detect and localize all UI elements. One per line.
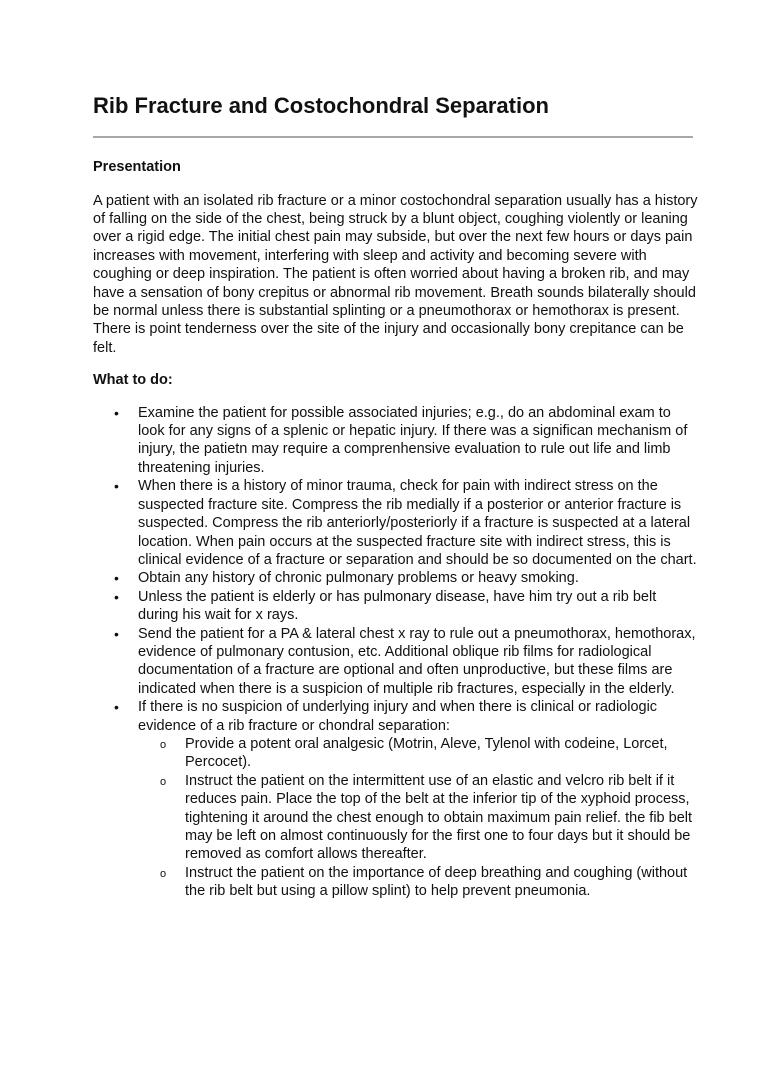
bullet-icon: • bbox=[114, 699, 119, 716]
list-item-text: Examine the patient for possible associated injuries; e.g., do an abdominal exam to look for any signs of a splenic or hepatic injury. If there was a significan mechanism of injury, the patietn may require a comprenhensive evaluation to rule out life and limb threatening injuries. bbox=[138, 404, 688, 476]
list-item-text: Send the patient for a PA & lateral chest x ray to rule out a pneumothorax, hemothorax, evidence of pulmonary contusion, etc. Additional oblique rib films for radiological documentation of a fracture are optional and often unproductive, but these films are indicated when there is a suspicion of multiple rib fractures, especially in the elderly. bbox=[138, 625, 696, 697]
circle-bullet-icon: o bbox=[160, 738, 167, 751]
document-page bbox=[93, 92, 698, 901]
sub-list-item-text: Instruct the patient on the importance of deep breathing and coughing (without the rib belt but using a pillow splint) to help prevent pneumonia. bbox=[185, 864, 688, 900]
circle-bullet-icon: o bbox=[160, 775, 167, 788]
list-item-text: If there is no suspicion of underlying injury and when there is clinical or radiologic evidence of a rib fracture or chondral separation: bbox=[138, 699, 658, 734]
list-item-text: Unless the patient is elderly or has pulmonary disease, have him try out a rib belt during his wait for x rays. bbox=[138, 588, 657, 624]
bullet-icon: • bbox=[114, 404, 119, 421]
list-item-text: When there is a history of minor trauma, check for pain with indirect stress on the suspected fracture site. Compress the rib medially if a posterior or anterior fracture is suspected. Compress the rib anteriorly/posteriorly if a fracture is suspected at a lateral location. When pain occurs at the suspected fracture site with indirect stress, this is clinical evidence of a fracture or separation and should be so documented on the chart. bbox=[138, 478, 697, 568]
list-item bbox=[93, 625, 698, 699]
what-to-do-heading: What to do: bbox=[93, 372, 173, 389]
bullet-icon: • bbox=[114, 588, 119, 605]
list-item bbox=[93, 588, 698, 625]
circle-bullet-icon: o bbox=[160, 867, 167, 880]
document-title: Rib Fracture and Costochondral Separation bbox=[93, 93, 549, 118]
list-item bbox=[93, 698, 698, 900]
list-item bbox=[93, 404, 698, 478]
bullet-icon: • bbox=[114, 570, 119, 587]
sub-list-item-text: Provide a potent oral analgesic (Motrin, Aleve, Tylenol with codeine, Lorcet, Percocet). bbox=[185, 735, 668, 771]
sub-list bbox=[138, 735, 698, 901]
sub-list-item bbox=[138, 735, 698, 772]
presentation-heading: Presentation bbox=[93, 159, 181, 175]
list-item bbox=[93, 569, 698, 587]
bullet-icon: • bbox=[114, 625, 119, 642]
list-item bbox=[93, 477, 698, 569]
presentation-paragraph: A patient with an isolated rib fracture or a minor costochondral separation usually has a history of falling on the side of the chest, being struck by a blunt object, coughing violently or leaning over a rigid edge. The initial chest pain may subside, but over the next few hours or days pain increases with movement, interfering with sleep and activity and becoming severe with coughing or deep inspiration. The patient is often worried about having a broken rib, and may have a sensation of bony crepitus or abnormal rib movement. Breath sounds bilaterally should be normal unless there is substantial splinting or a pneumothorax or hemothorax is present. There is point tenderness over the site of the injury and occasionally bony crepitance can be felt. bbox=[93, 192, 698, 356]
title-divider bbox=[93, 136, 693, 138]
what-to-do-list bbox=[93, 404, 698, 901]
list-item-text: Obtain any history of chronic pulmonary problems or heavy smoking. bbox=[138, 570, 579, 587]
sub-list-item-text: Instruct the patient on the intermittent use of an elastic and velcro rib belt if it reduces pain. Place the top of the belt at the inferior tip of the xyphoid process, tightening it around the chest enough to obtain maximum pain relief. the fib belt may be left on almost continuously for the first one to four days but it should be removed as comfort allows thereafter. bbox=[185, 772, 693, 863]
sub-list-item bbox=[138, 864, 698, 901]
bullet-icon: • bbox=[114, 478, 119, 495]
sub-list-item bbox=[138, 772, 698, 864]
